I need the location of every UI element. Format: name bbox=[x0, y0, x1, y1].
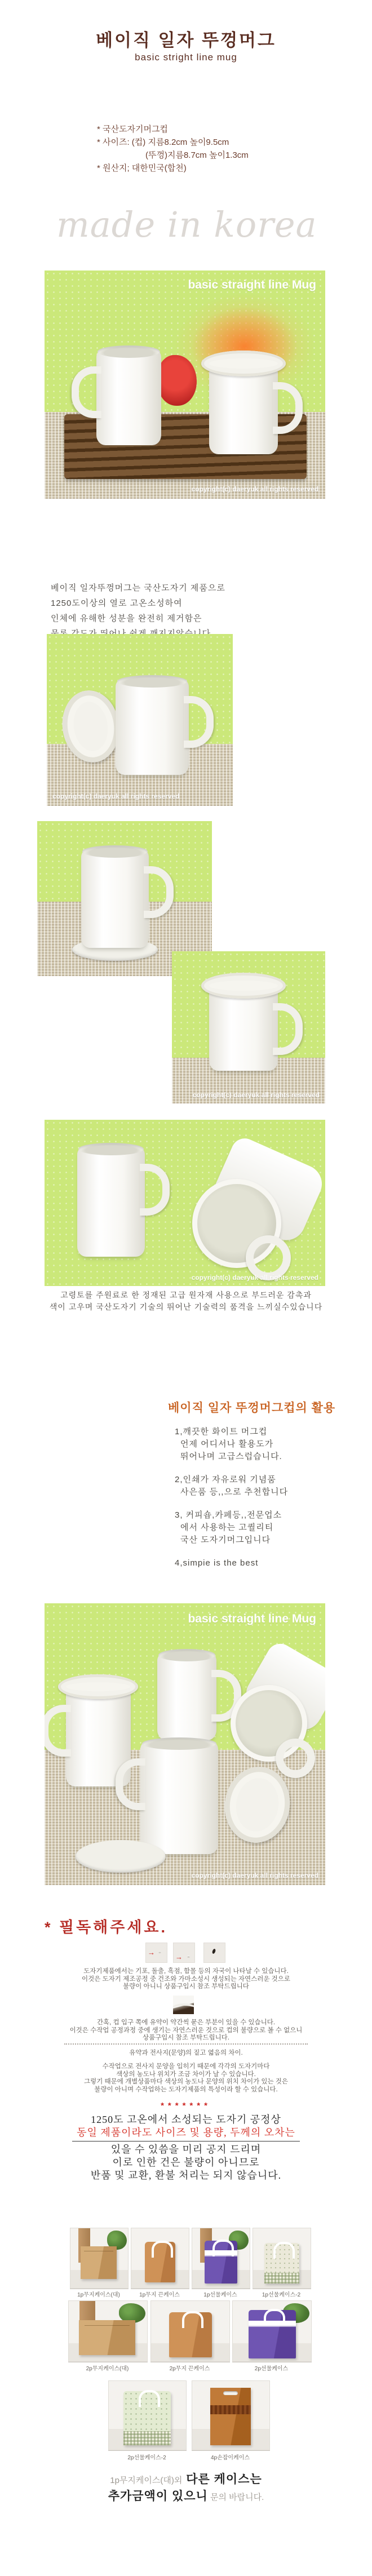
intro-text bbox=[51, 580, 225, 641]
kraft-rope-box bbox=[145, 2242, 175, 2282]
mug-rim bbox=[98, 345, 160, 358]
green-gift-box bbox=[123, 2391, 171, 2445]
hero-photo bbox=[45, 271, 325, 499]
note-line: 불량이 아니며 수작업하는 도자기제품의 특성이라 할 수 있습니다. bbox=[94, 2086, 278, 2093]
glaze-note bbox=[0, 2019, 372, 2042]
cup-rim-line bbox=[173, 2003, 194, 2014]
lace-band bbox=[205, 2250, 237, 2255]
mug-lid bbox=[201, 973, 286, 999]
rope-handle bbox=[273, 2242, 295, 2259]
mug-rim bbox=[117, 675, 188, 688]
note-black: 다른 케이스는 bbox=[182, 2473, 262, 2486]
intro-line: 베이직 일자뚜껑머그는 국산도자기 제품으로 bbox=[51, 583, 225, 593]
note-line: 색상의 농도나 위치가 조금 차이가 날 수 있습니다. bbox=[116, 2070, 256, 2078]
copyright-text: copyright(c) daeryuk all rights reserved bbox=[191, 1872, 318, 1879]
mug-rim bbox=[78, 1143, 143, 1155]
case-label: 2p선물케이스-2 bbox=[127, 2455, 166, 2461]
usage-line: 언제 어디서나 활용도가 bbox=[180, 1439, 274, 1449]
spec-item-size-cup: * 사이즈: (컵) 지름8.2cm 높이9.5cm bbox=[97, 138, 229, 147]
case-photo-1p-gift2 bbox=[253, 2228, 311, 2289]
mug-rim bbox=[142, 1737, 217, 1750]
red-arrow-icon: → bbox=[148, 1948, 155, 1957]
note-line: 상품구입시 참조 부탁드립니다. bbox=[142, 2034, 229, 2041]
mug bbox=[116, 679, 189, 775]
red-rose bbox=[157, 355, 197, 406]
mug bbox=[209, 986, 278, 1071]
case-label: 1p무지케이스(대) bbox=[77, 2292, 120, 2298]
case-photo-2p-rope bbox=[150, 2300, 230, 2362]
case-label: 2p무지케이스(대) bbox=[86, 2366, 129, 2372]
mug bbox=[81, 849, 149, 948]
case-label: 1p선물케이스-2 bbox=[262, 2292, 301, 2298]
box-flap bbox=[84, 2246, 113, 2251]
warning-block bbox=[0, 2113, 372, 2182]
rope-handle bbox=[139, 2390, 160, 2407]
purple-gift-box bbox=[249, 2310, 296, 2358]
note-line: 이것은 수작업 공정과정 중에 생기는 자연스러운 것으로 컵의 불량으로 볼 수 없으니 bbox=[69, 2027, 303, 2034]
box-flap bbox=[85, 2320, 130, 2326]
lace-band bbox=[249, 2321, 296, 2326]
warning-line: 있을 수 있씀을 미리 공지 드리며 bbox=[110, 2144, 262, 2155]
case-label: 2p무지 끈케이스 bbox=[169, 2366, 210, 2372]
spec-item-size-lid: (뚜껑)지름8.7cm 높이1.3cm bbox=[145, 150, 249, 160]
mug-photo-pair bbox=[45, 1120, 325, 1286]
mug-lying bbox=[187, 1145, 316, 1269]
cream-gift-box bbox=[264, 2243, 299, 2284]
usage-item-2 bbox=[175, 1474, 288, 1498]
mug-group-photo bbox=[45, 1603, 325, 1885]
case-photo-4p-handle bbox=[192, 2380, 270, 2450]
intro-line: 인체에 유해한 성분을 완전히 제거함은 bbox=[51, 614, 202, 623]
note-line: 도자기제품에서는 기포, 돌출, 흑점, 함몰 등의 자국이 나타날 수 있습니다. bbox=[83, 1968, 289, 1975]
note-line: 이것은 도자기 제조공정 중 건조와 가마소성시 생성되는 자연스러운 것으로 bbox=[82, 1975, 290, 1983]
case-photo-2p-gift2 bbox=[108, 2380, 187, 2450]
mug-photo-lid-on bbox=[172, 951, 325, 1103]
purple-gift-box bbox=[205, 2241, 237, 2284]
kraft-box bbox=[79, 2320, 135, 2355]
case-label: 1p선물케이스 bbox=[203, 2292, 237, 2298]
spec-list bbox=[97, 123, 249, 175]
note-gray: 문의 바랍니다. bbox=[207, 2493, 264, 2502]
defect-dot bbox=[158, 1951, 161, 1953]
copyright-text: copyright(c) daeryuk all rights reserved bbox=[192, 1091, 320, 1099]
warning-line-red: 동일 제품이라도 사이즈 및 용량, 두께의 오차는 bbox=[72, 2126, 300, 2142]
note-line: 불량이 아니니 상품구입시 참조 부탁드립니다 bbox=[123, 1983, 249, 1990]
case-price-note bbox=[0, 2472, 372, 2506]
usage-heading: 베이직 일자 뚜껑머그컵의 활용 bbox=[168, 1402, 336, 1415]
mug-back-center bbox=[157, 1653, 216, 1740]
difference-title bbox=[0, 2050, 372, 2058]
quality-line: 고령토를 주원료로 한 정재된 고급 원자재 사용으로 부드러운 감촉과 bbox=[60, 1291, 312, 1300]
kraft-box bbox=[81, 2246, 117, 2279]
mug-lid bbox=[58, 1674, 138, 1699]
intro-line: 1250도이상의 열로 고온소성하여 bbox=[51, 598, 183, 608]
note-line: 간혹, 컵 입구 쪽에 유약이 약간씩 묻은 부분이 있을 수 있습니다. bbox=[96, 2019, 276, 2026]
note-line: 그렇기 때문에 개별상품마다 색상의 농도나 문양의 위치 차이가 있는 것은 bbox=[83, 2078, 289, 2085]
usage-line: 사은품 등,,으로 추천합니다 bbox=[180, 1487, 289, 1497]
case-label: 4p손잡이케이스 bbox=[210, 2455, 250, 2461]
mug-lid bbox=[201, 351, 286, 376]
usage-line: 4,simpie is the best bbox=[175, 1558, 259, 1568]
made-in-korea-watermark: made in korea bbox=[56, 204, 317, 245]
difference-note bbox=[0, 2063, 372, 2094]
handle-slot bbox=[223, 2391, 238, 2395]
note-line: 유약과 전사지(문양)의 짙고 엷음의 차이. bbox=[129, 2050, 243, 2056]
black-speck bbox=[212, 1948, 216, 1954]
usage-item-4 bbox=[175, 1557, 288, 1569]
photo-caption: basic straight line Mug bbox=[188, 1612, 316, 1625]
mug-handle bbox=[276, 1739, 315, 1778]
usage-line: 뛰어나며 고급스럽습니다. bbox=[180, 1452, 282, 1461]
mug-standing bbox=[77, 1147, 145, 1257]
gingham-band bbox=[264, 2273, 299, 2284]
mug-right-lidded bbox=[209, 365, 278, 454]
dashed-divider bbox=[64, 2043, 308, 2045]
usage-line: 국산 도자기머그입니다 bbox=[180, 1535, 271, 1545]
case-photo-2p-gift bbox=[232, 2300, 312, 2362]
photo-caption: basic straight line Mug bbox=[188, 278, 316, 291]
pattern-band bbox=[210, 2405, 251, 2414]
note-line: 수작업으로 전사지 문양을 입히기 때문에 각각의 도자기마다 bbox=[102, 2063, 270, 2070]
product-subtitle: basic stright line mug bbox=[135, 52, 237, 63]
usage-line: 1,깨끗한 화이트 머그컵 bbox=[175, 1427, 268, 1436]
usage-line: 에서 사용하는 고퀄리티 bbox=[180, 1523, 274, 1532]
usage-item-3 bbox=[175, 1509, 288, 1546]
case-photo-1p-rope bbox=[131, 2228, 189, 2289]
spec-item-origin-type: * 국산도자기머그컵 bbox=[97, 125, 168, 134]
warning-line: 이로 인한 건은 불량이 아니므로 bbox=[112, 2157, 260, 2168]
note-gray: 1p무지케이스(대)외 bbox=[110, 2476, 183, 2485]
case-photo-2p-plain bbox=[68, 2300, 148, 2362]
spec-item-origin: * 원산지; 대한민국(합천) bbox=[97, 163, 187, 173]
mug-left bbox=[96, 349, 161, 445]
kraft-rope-box bbox=[169, 2312, 212, 2357]
rope-handle bbox=[152, 2241, 173, 2258]
red-arrow-icon: → bbox=[175, 1953, 183, 1961]
quality-line: 색이 고우며 국산도자기 기술의 뛰어난 기술력의 품격을 느끼실수있습니다 bbox=[49, 1302, 323, 1311]
mug-handle bbox=[45, 1705, 71, 1757]
glaze-thumb bbox=[173, 1996, 194, 2014]
red-stars-divider: ******* bbox=[161, 2101, 211, 2111]
case-label: 1p무지 끈케이스 bbox=[139, 2292, 180, 2298]
usage-list bbox=[175, 1426, 288, 1580]
mug-rim bbox=[158, 1649, 215, 1661]
copyright-text: copyright(c) daeryuk all rights reserved bbox=[191, 1274, 318, 1282]
must-read-heading: * 필독해주세요. bbox=[45, 1919, 168, 1936]
copyright-text: copyright(c) daeryuk all rights reserved bbox=[52, 792, 180, 800]
defect-thumb-speck bbox=[203, 1943, 225, 1963]
defect-thumb-spot bbox=[173, 1943, 195, 1963]
case-label: 2p선물케이스 bbox=[254, 2366, 289, 2372]
defect-thumb-bubble bbox=[145, 1943, 167, 1963]
warning-line: 반품 및 교환, 환불 처리는 되지 않습니다. bbox=[90, 2170, 282, 2181]
note-black: 추가금액이 있으니 bbox=[108, 2490, 208, 2503]
usage-line: 3, 커피숍,카페등,,전문업소 bbox=[175, 1510, 282, 1520]
usage-item-1 bbox=[175, 1426, 288, 1463]
mug-lid-flat bbox=[76, 1840, 166, 1873]
defect-note bbox=[0, 1968, 372, 1991]
case-photo-1p-plain bbox=[70, 2228, 129, 2289]
copyright-text: copyright(c) daeryuk all rights reserved bbox=[191, 485, 318, 493]
warning-line: 1250도 고온에서 소성되는 도자기 공정상 bbox=[91, 2114, 281, 2125]
quality-text bbox=[0, 1289, 372, 1313]
rope-handle bbox=[182, 2311, 203, 2328]
product-title: 베이직 일자 뚜껑머그 bbox=[96, 30, 276, 50]
gingham-band bbox=[123, 2431, 171, 2445]
usage-line: 2,인쇄가 자유로워 기념품 bbox=[175, 1475, 276, 1484]
case-photo-1p-gift bbox=[192, 2228, 250, 2289]
defect-dot bbox=[187, 1956, 190, 1958]
mug-rim bbox=[82, 845, 147, 858]
mug-front bbox=[140, 1741, 218, 1854]
mug-lying bbox=[231, 1654, 325, 1767]
mug-photo-lid-leaning bbox=[47, 634, 233, 806]
orange-handle-box bbox=[210, 2388, 251, 2445]
